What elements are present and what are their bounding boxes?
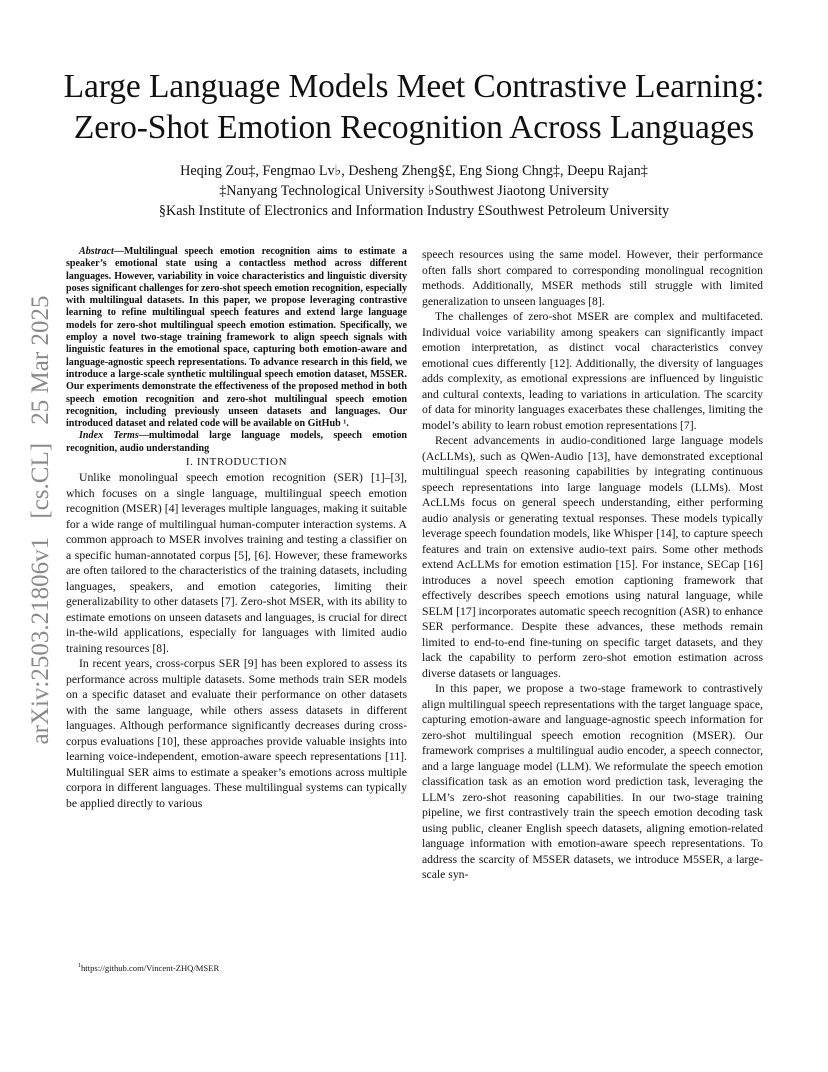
affiliation-line-1: ‡Nanyang Technological University ♭Southwest Jiaotong University (219, 183, 609, 199)
right-column (422, 247, 763, 883)
index-terms-label: Index Terms (79, 430, 139, 442)
footnote-link[interactable]: https://github.com/Vincent-ZHQ/MSER (81, 962, 220, 973)
arxiv-category: [cs.CL] (27, 442, 54, 519)
index-terms-text: —multimodal large language models, speech emotion recognition, audio understanding (66, 430, 407, 454)
left-column (66, 246, 407, 811)
author-names: Heqing Zou‡, Fengmao Lv♭, Desheng Zheng§£, Eng Siong Chng‡, Deepu Rajan‡ (180, 163, 648, 179)
arxiv-date: 25 Mar 2025 (27, 295, 54, 425)
arxiv-sidebar-stamp (21, 260, 61, 780)
index-terms (66, 430, 407, 455)
left-body (66, 470, 407, 811)
abstract-text: —Multilingual speech emotion recognition aims to estimate a speaker’s emotional state using a contactless method across different languages. However, variability in voice characteristics and linguistic diversity poses significant challenges for zero-shot speech emotion recognition, especially with multilingual datasets. In this paper, we propose leveraging contrastive learning to refine multilingual speech features and extend large language models for zero-shot multilingual speech emotion estimation. Specifically, we employ a novel two-stage training framework to align speech signals with linguistic features in the emotional space, capturing both emotion-aware and language-agnostic speech representations. To advance research in this field, we introduce a large-scale synthetic multilingual speech emotion dataset, M5SER. Our experiments demonstrate the effectiveness of the proposed method in both speech emotion recognition and zero-shot multilingual speech emotion recognition, including previously unseen datasets and languages. Our introduced dataset and related code will be available on GitHub ¹. (66, 246, 407, 430)
paragraph: speech resources using the same model. However, their performance often falls short compared to corresponding monolingual recognition methods. Additionally, MSER methods still struggle with limited generalization to unseen languages [8]. (422, 248, 763, 308)
abstract-label: Abstract (79, 246, 114, 257)
paragraph: In recent years, cross-corpus SER [9] has been explored to assess its performance across multiple datasets. Some methods train SER models on a specific dataset and evaluate their performance on other datasets with the same language, while others assess datasets in different languages. Although performance significantly decreases during cross-corpus evaluations [10], these approaches provide valuable insights into learning voice-independent, emotion-aware speech representations [11]. Multilingual SER aims to estimate a speaker’s emotions across multiple corpora in different languages. These multilingual systems can typically be applied directly to various (66, 657, 407, 810)
author-block (20, 161, 808, 221)
affiliation-line-2: §Kash Institute of Electronics and Information Industry £Southwest Petroleum University (158, 203, 670, 219)
section-heading-introduction: I. INTRODUCTION (185, 456, 288, 469)
abstract (66, 246, 407, 430)
paragraph: Unlike monolingual speech emotion recognition (SER) [1]–[3], which focuses on a single language, multilingual speech emotion recognition (MSER) [4] leverages multiple languages, making it suitable for a wide range of multilingual human-computer interaction systems. A common approach to MSER involves training and testing a classifier on a specific human-annotated corpus [5], [6]. However, these frameworks are often tailored to the characteristics of the training datasets, including languages, speakers, and emotion categories, limiting their generalizability to other datasets [7]. Zero-shot MSER, with its ability to estimate emotions on unseen datasets and languages, is crucial for direct in-the-wild applications, especially for languages with limited audio training resources [8]. (66, 471, 407, 655)
title-line-1: Large Language Models Meet Contrastive Learning: (63, 68, 765, 105)
paragraph: The challenges of zero-shot MSER are complex and multifaceted. Individual voice variability among speakers can significantly impact emotion interpretation, as distinct vocal characteristics convey emotional cues differently [12]. Additionally, the diversity of languages adds complexity, as emotional expressions are influenced by linguistic and cultural contexts, leading to variations in articulation. The scarcity of data for minority languages exacerbates these challenges, limiting the model’s ability to learn robust emotion representations [7]. (422, 310, 763, 432)
paragraph: Recent advancements in audio-conditioned large language models (AcLLMs), such as QWen-Audio [13], have demonstrated exceptional multilingual speech reasoning capabilities by integrating continuous speech representations into large language models (LLMs). Most AcLLMs focus on general speech understanding, either performing audio analysis or generating textual responses. These models typically leverage speech foundation models, like Whisper [14], to capture speech features and train on extensive audio-text pairs. Some other methods extend AcLLMs for emotion estimation [15]. For instance, SECap [16] introduces a novel speech emotion captioning framework that effectively describes speech emotions using natural language, while SELM [17] incorporates automatic speech recognition (ASR) to enhance SER performance. Despite these advances, these methods remain limited to end-to-end fine-tuning on specific target datasets, and they lack the capability to perform zero-shot emotion estimation across diverse datasets or languages. (422, 434, 763, 680)
title-line-2: Zero-Shot Emotion Recognition Across Languages (73, 109, 755, 146)
paragraph: In this paper, we propose a two-stage framework to contrastively align multilingual speech representations with the target language space, capturing emotion-aware and language-agnostic speech information for zero-shot multilingual speech emotion recognition (MSER). Our framework comprises a multilingual audio encoder, a speech connector, and a large language model (LLM). We reformulate the speech emotion classification task as an emotion word prediction task, leveraging the LLM’s zero-shot reasoning capabilities. In our two-stage training pipeline, we first contrastively train the speech emotion decoding task using public, cleaner English speech datasets, aligning emotion-related language information with emotion-aware speech representations. To address the scarcity of M5SER datasets, we introduce M5SER, a large-scale syn- (422, 682, 763, 881)
footnote (78, 961, 219, 974)
arxiv-id: arXiv:2503.21806v1 (27, 536, 54, 745)
paper-title (20, 66, 808, 148)
footnote-marker: 1 (78, 963, 81, 969)
